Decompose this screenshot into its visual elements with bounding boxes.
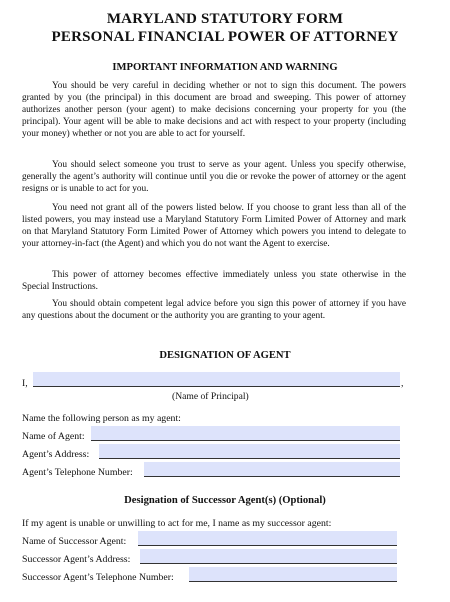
warning-heading: IMPORTANT INFORMATION AND WARNING [112,62,338,73]
agent-address-field[interactable] [99,444,400,459]
agent-phone-field[interactable] [144,462,400,477]
warning-paragraph-3: You need not grant all of the powers listed below. If you choose to grant less than all of the listed powers, you may instead use a Maryland Statutory Form Limited Power of Attorney and mark on that Maryland Statutory Form Limited Power of Attorney which powers you intend to delegate to your attorney-in-fact (the Agent) and which you do not want the Agent to exercise. [22,203,406,249]
successor-intro: If my agent is unable or unwilling to act for me, I name as my successor agent: [22,518,332,529]
agent-address-label: Agent’s Address: [22,449,90,460]
successor-address-label: Successor Agent’s Address: [22,554,131,565]
successor-address-field[interactable] [140,549,397,564]
principal-suffix: , [401,378,404,389]
warning-paragraph-2: You should select someone you trust to serve as your agent. Unless you specify otherwise, generally the agent’s authority will continue until you die or revoke the power of attorney or the agent resigns or is unable to act for you. [22,160,406,194]
agent-phone-label: Agent’s Telephone Number: [22,467,133,478]
principal-name-field[interactable] [33,372,400,387]
warning-paragraph-4: This power of attorney becomes effective immediately unless you state otherwise in the Special Instructions. [22,270,406,292]
form-title-line-1: MARYLAND STATUTORY FORM [106,11,344,27]
successor-name-label: Name of Successor Agent: [22,536,127,547]
agent-name-label: Name of Agent: [22,431,85,442]
principal-prefix: I, [22,378,28,389]
successor-name-field[interactable] [138,531,397,546]
agent-name-field[interactable] [91,426,400,441]
successor-section-heading: Designation of Successor Agent(s) (Optional) [124,495,326,506]
form-title-line-2: PERSONAL FINANCIAL POWER OF ATTORNEY [51,29,399,45]
successor-phone-label: Successor Agent’s Telephone Number: [22,572,174,583]
warning-paragraph-1: You should be very careful in deciding whether or not to sign this document. The powers granted by you (the principal) in this document are broad and sweeping. This power of attorney authorizes another person (your agent) to make decisions concerning your property for you (the principal). Your agent will be able to make decisions and act with respect to your property (including your money) whether or not you are able to act for yourself. [22,81,406,139]
agent-intro: Name the following person as my agent: [22,413,181,424]
warning-paragraph-5: You should obtain competent legal advice before you sign this power of attorney if you have any questions about the document or the authority you are granting to your agent. [22,299,406,321]
principal-name-caption: (Name of Principal) [172,391,249,402]
successor-phone-field[interactable] [189,567,397,582]
agent-section-heading: DESIGNATION OF AGENT [159,350,291,361]
